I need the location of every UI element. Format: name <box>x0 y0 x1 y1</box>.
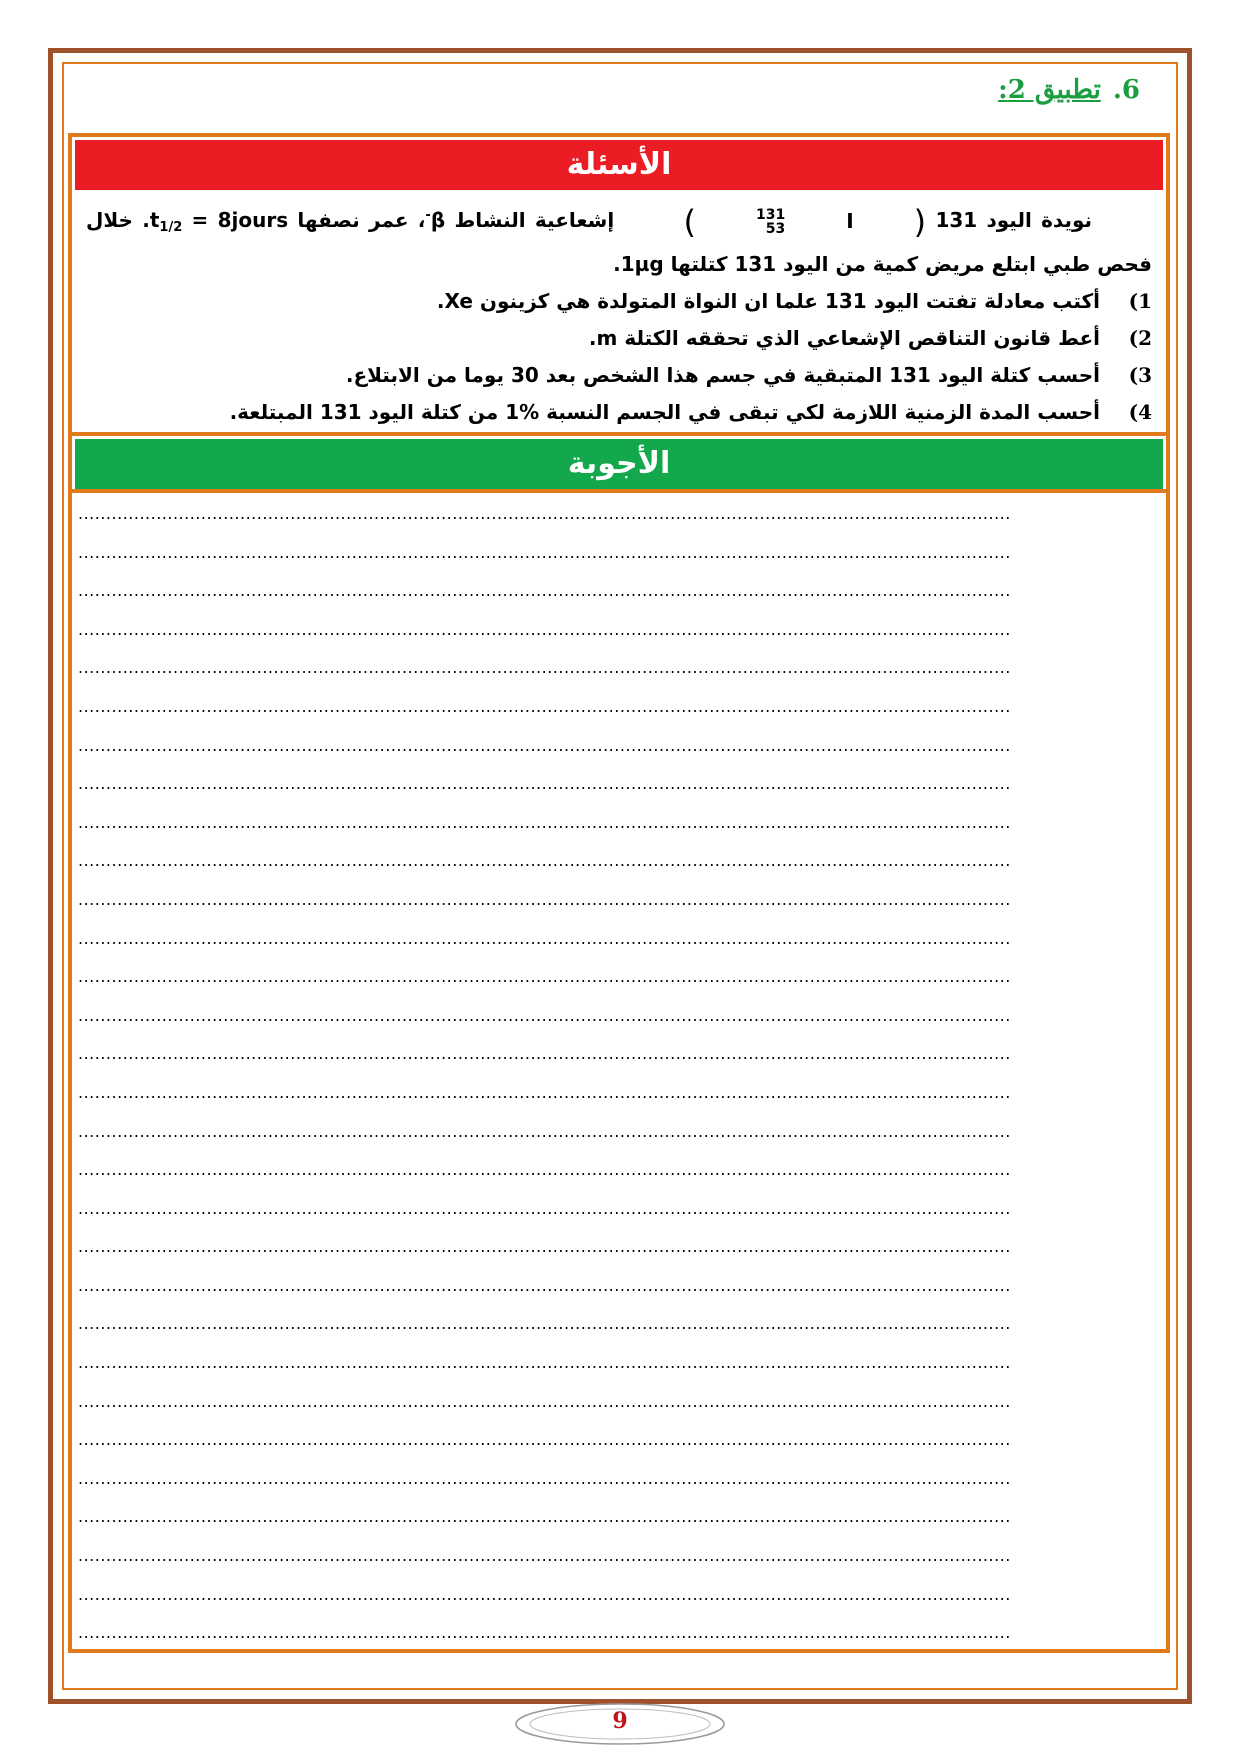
answer-dotted-line[interactable]: ....................................................................................................................................................................... <box>78 1160 1011 1180</box>
answer-dotted-line[interactable]: ....................................................................................................................................................................... <box>78 1005 1011 1025</box>
answers-divider <box>72 489 1166 493</box>
answer-dotted-line[interactable]: ....................................................................................................................................................................... <box>78 1198 1011 1218</box>
answer-dotted-line[interactable]: ....................................................................................................................................................................... <box>78 1546 1011 1566</box>
answer-dotted-line[interactable]: ....................................................................................................................................................................... <box>78 774 1011 794</box>
answer-lines <box>78 495 1160 1653</box>
answer-dotted-line[interactable]: ....................................................................................................................................................................... <box>78 619 1011 639</box>
question-item: 2) أعط قانون التناقص الإشعاعي الذي تحققه الكتلة m. <box>588 326 1152 350</box>
question-item: 3) أحسب كتلة اليود 131 المتبقية في جسم هذا الشخص بعد 30 يوما من الابتلاع. <box>345 363 1152 387</box>
answer-dotted-line[interactable]: ....................................................................................................................................................................... <box>78 658 1011 678</box>
answer-dotted-line[interactable]: ....................................................................................................................................................................... <box>78 581 1011 601</box>
answer-dotted-line[interactable]: ....................................................................................................................................................................... <box>78 928 1011 948</box>
answer-dotted-line[interactable]: ....................................................................................................................................................................... <box>78 735 1011 755</box>
answer-dotted-line[interactable]: ....................................................................................................................................................................... <box>78 967 1011 987</box>
exercise-box <box>68 133 1170 1653</box>
answer-dotted-line[interactable]: ....................................................................................................................................................................... <box>78 889 1011 909</box>
answer-dotted-line[interactable]: ....................................................................................................................................................................... <box>78 1468 1011 1488</box>
intro-paragraph: نويدة اليود 131 ( 131 53 I ) إشعاعية النشاط β-، عمر نصفها $t_{1/2}$ = 8jours. خلال فحص طبي ابتلع مريض كمية من اليود 131 كتلتها 1µg. <box>86 202 1152 276</box>
answer-dotted-line[interactable]: ....................................................................................................................................................................... <box>78 1507 1011 1527</box>
question-item: 4) أحسب المدة الزمنية اللازمة لكي تبقى في الجسم النسبة %1 من كتلة اليود 131 المبتلعة. <box>229 400 1152 424</box>
answer-dotted-line[interactable]: ....................................................................................................................................................................... <box>78 1082 1011 1102</box>
iodine-isotope-notation: ( 131 53 I ) <box>683 202 927 241</box>
answer-dotted-line[interactable]: ....................................................................................................................................................................... <box>78 542 1011 562</box>
answer-dotted-line[interactable]: ....................................................................................................................................................................... <box>78 851 1011 871</box>
answer-dotted-line[interactable]: ....................................................................................................................................................................... <box>78 1430 1011 1450</box>
section-title: تطبيق 2: <box>998 75 1101 105</box>
answer-dotted-line[interactable]: ....................................................................................................................................................................... <box>78 1353 1011 1373</box>
answer-dotted-line[interactable]: ....................................................................................................................................................................... <box>78 504 1011 523</box>
header-divider <box>72 432 1166 436</box>
page-number: 9 <box>612 1708 628 1734</box>
answer-dotted-line[interactable]: ....................................................................................................................................................................... <box>78 1237 1011 1257</box>
answer-dotted-line[interactable]: ....................................................................................................................................................................... <box>78 812 1011 832</box>
answer-dotted-line[interactable]: ....................................................................................................................................................................... <box>78 1121 1011 1141</box>
question-item: 1) أكتب معادلة تفتت اليود 131 علما ان النواة المتولدة هي كزينون Xe. <box>436 289 1152 313</box>
questions-text <box>86 197 1152 431</box>
answer-dotted-line[interactable]: ....................................................................................................................................................................... <box>78 1314 1011 1334</box>
answer-dotted-line[interactable]: ....................................................................................................................................................................... <box>78 1623 1011 1643</box>
answer-dotted-line[interactable]: ....................................................................................................................................................................... <box>78 1044 1011 1064</box>
section-number: 6. <box>1112 75 1140 105</box>
answer-dotted-line[interactable]: ....................................................................................................................................................................... <box>78 1275 1011 1295</box>
questions-header: الأسئلة <box>75 140 1163 190</box>
answer-dotted-line[interactable]: ....................................................................................................................................................................... <box>78 1584 1011 1604</box>
section-heading <box>998 75 1140 105</box>
answers-header: الأجوبة <box>75 439 1163 489</box>
questions-list <box>86 283 1152 431</box>
answer-dotted-line[interactable]: ....................................................................................................................................................................... <box>78 1391 1011 1411</box>
page-number-badge <box>512 1702 728 1748</box>
answer-dotted-line[interactable]: ....................................................................................................................................................................... <box>78 696 1011 716</box>
